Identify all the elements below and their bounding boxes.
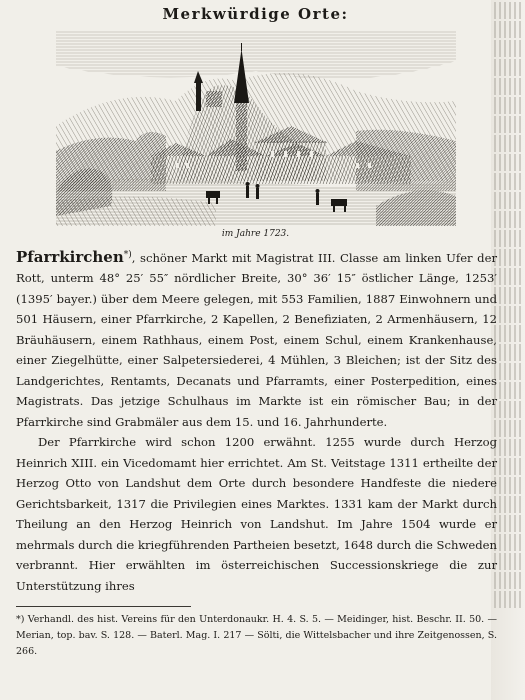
entry-title: Pfarrkirchen [16,247,124,266]
page-header: Merkwürdige Orte: [162,5,349,23]
main-text [6,245,505,596]
town-engraving [56,31,456,226]
footnote-marker: *) [123,250,132,260]
footnote-rule [16,606,191,607]
engraving-caption: im Jahre 1723. [221,229,290,239]
paragraph-1 [16,245,497,432]
paragraph-1-text: , schöner Markt mit Magistrat III. Classe am linken Ufer der Rott, unterm 48° 25′ 55″ nördlicher Breite, 30° 36′ 15″ östlicher Länge, 1253′ (1395′ bayer.) über dem Meere gelegen, mit 553 Familien, 1887 Einwohnern und 501 Häusern, einer Pfarrkirche, 2 Kapellen, 2 Benefiziaten, 2 Armenhäusern, 12 Bräuhäusern, einem Rathhaus, einem Post, einem Schul, einem Krankenhause, einer Ziegelhütte, einer Salpetersiederei, 4 Mühlen, 3 Bleichen; ist der Sitz des Landgerichtes, Rentamts, Decanats und Pfarramts, einer Posterpedition, eines Magistrats. Das jetzige Schulhaus im Markte ist ein römischer Bau; in der Pfarrkirche sind Grabmäler aus dem 15. und 16. Jahrhunderte. [16,250,497,429]
paragraph-2: Der Pfarrkirche wird schon 1200 erwähnt. 1255 wurde durch Herzog Heinrich XIII. ein Vicedomamt hier errichtet. Am St. Veitstage 1311 ertheilte der Herzog Otto von Landshut dem Orte durch besondere Handfeste die niedere Gerichtsbarkeit, 1317 die Privilegien eines Marktes. 1331 kam der Markt durch Theilung an den Herzog Heinrich von Landshut. Im Jahre 1504 wurde er mehrmals durch die kriegführenden Partheien besetzt, 1648 durch die Schweden verbrannt. Hier erwählten im österreichischen Successionskriege die zur Unterstützung ihres [16,435,497,593]
footnote: *) Verhandl. des hist. Vereins für den Unterdonaukr. H. 4. S. 5. — Meidinger, hist. Beschr. II. 50. — Merian, top. bav. S. 128. — Baterl. Mag. I. 217 — Sölti, die Wittelsbacher und ihre Zeitgenossen, S. 266. [16,614,497,658]
